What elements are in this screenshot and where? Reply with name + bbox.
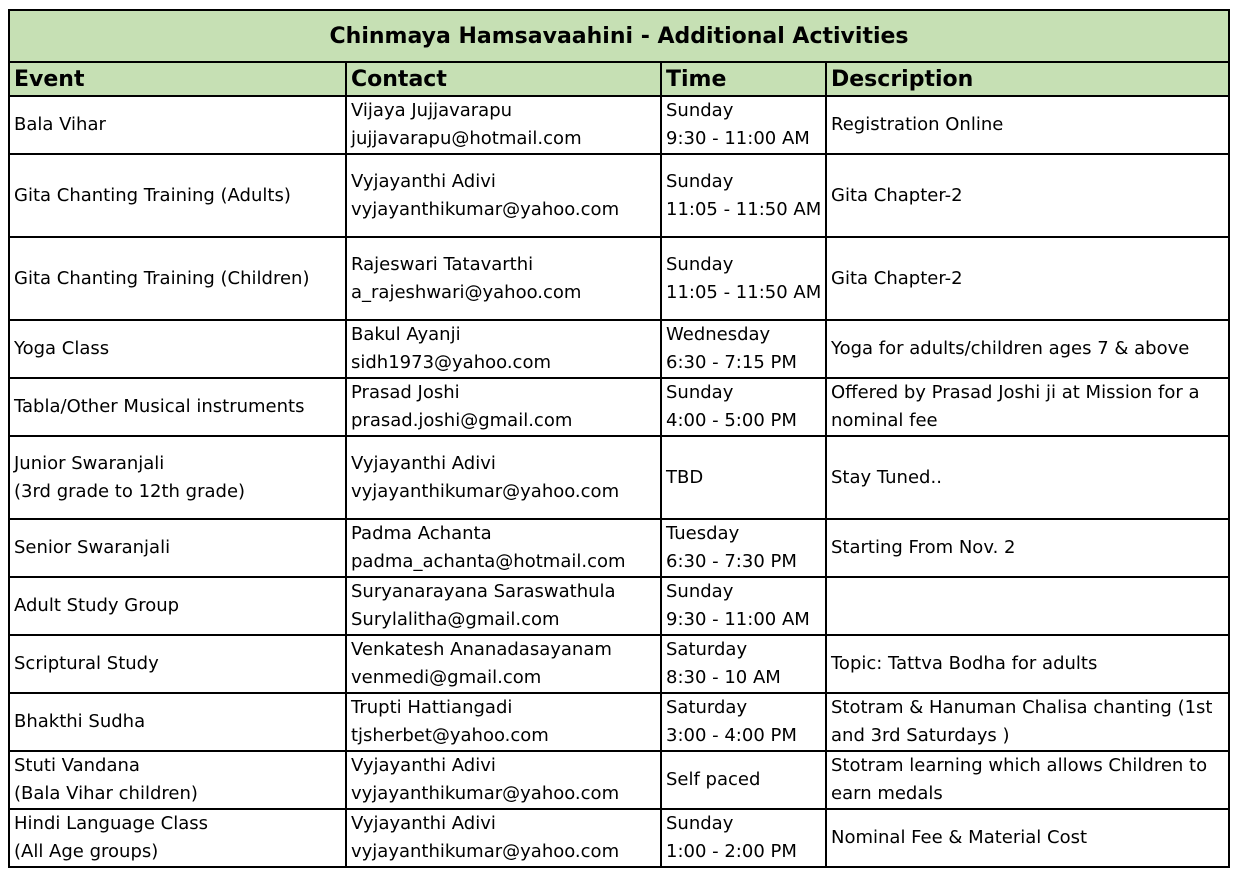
contact-cell-line: vyjayanthikumar@yahoo.com <box>351 841 620 862</box>
description-cell <box>826 378 1229 436</box>
contact-cell-line: Bakul Ayanji <box>351 324 461 345</box>
description-text: Topic: Tattva Bodha for adults <box>831 653 1098 674</box>
time-cell <box>661 96 826 154</box>
description-cell <box>826 693 1229 751</box>
contact-cell-line: Rajeswari Tatavarthi <box>351 253 534 275</box>
event-cell <box>9 378 346 436</box>
event-cell <box>9 693 346 751</box>
description-text: Gita Chapter-2 <box>831 267 963 289</box>
column-header-time: Time <box>661 62 826 96</box>
time-cell-line: 11:05 - 11:50 AM <box>666 281 822 303</box>
event-cell-line: Junior Swaranjali <box>14 452 165 474</box>
time-cell-line: 9:30 - 11:00 AM <box>666 128 810 149</box>
description-cell <box>826 751 1229 809</box>
time-cell-line: Tuesday <box>666 523 740 544</box>
event-cell-line: Senior Swaranjali <box>14 537 171 558</box>
time-cell-line: 6:30 - 7:30 PM <box>666 551 797 572</box>
contact-cell-line: sidh1973@yahoo.com <box>351 352 551 373</box>
time-cell-line: Sunday <box>666 253 734 275</box>
event-cell <box>9 519 346 577</box>
event-cell-line: Yoga Class <box>14 338 110 359</box>
table-row <box>9 809 1229 867</box>
event-cell <box>9 237 346 320</box>
description-cell <box>826 320 1229 378</box>
contact-cell <box>346 378 661 436</box>
title-row <box>9 10 1229 62</box>
column-header-contact: Contact <box>346 62 661 96</box>
table-row <box>9 751 1229 809</box>
description-cell <box>826 154 1229 237</box>
column-header-event: Event <box>9 62 346 96</box>
event-cell-line: Hindi Language Class <box>14 813 209 834</box>
event-cell-line: Tabla/Other Musical instruments <box>14 396 305 417</box>
time-cell <box>661 378 826 436</box>
event-cell <box>9 751 346 809</box>
time-cell-line: Sunday <box>666 813 734 834</box>
event-cell <box>9 635 346 693</box>
contact-cell-line: padma_achanta@hotmail.com <box>351 551 626 572</box>
time-cell <box>661 809 826 867</box>
contact-cell <box>346 237 661 320</box>
table-row <box>9 154 1229 237</box>
table-row <box>9 320 1229 378</box>
event-cell-line: (Bala Vihar children) <box>14 783 198 804</box>
time-cell <box>661 693 826 751</box>
time-cell <box>661 154 826 237</box>
time-cell <box>661 751 826 809</box>
table-row <box>9 436 1229 519</box>
contact-cell-line: Vyjayanthi Adivi <box>351 813 496 834</box>
contact-cell <box>346 320 661 378</box>
contact-cell <box>346 635 661 693</box>
description-text: Stay Tuned.. <box>831 466 942 488</box>
contact-cell <box>346 519 661 577</box>
event-cell-line: (All Age groups) <box>14 841 159 862</box>
description-text: Stotram & Hanuman Chalisa chanting (1st and 3rd Saturdays ) <box>831 697 1213 746</box>
table-row <box>9 237 1229 320</box>
time-cell-line: Sunday <box>666 581 734 602</box>
table-row <box>9 519 1229 577</box>
event-cell-line: Gita Chanting Training (Adults) <box>14 184 291 206</box>
description-cell <box>826 809 1229 867</box>
event-cell <box>9 577 346 635</box>
event-cell <box>9 96 346 154</box>
contact-cell-line: jujjavarapu@hotmail.com <box>351 128 582 149</box>
time-cell <box>661 577 826 635</box>
contact-cell <box>346 809 661 867</box>
time-cell-line: 3:00 - 4:00 PM <box>666 725 797 746</box>
contact-cell-line: Vyjayanthi Adivi <box>351 170 496 192</box>
contact-cell-line: Venkatesh Ananadasayanam <box>351 639 612 660</box>
contact-cell <box>346 751 661 809</box>
description-text: Nominal Fee & Material Cost <box>831 827 1088 848</box>
description-cell <box>826 436 1229 519</box>
time-cell <box>661 320 826 378</box>
time-cell-line: TBD <box>666 466 704 488</box>
table-row <box>9 96 1229 154</box>
description-text: Offered by Prasad Joshi ji at Mission for a nominal fee <box>831 382 1200 431</box>
description-text: Stotram learning which allows Children to earn medals <box>831 755 1208 804</box>
time-cell-line: 8:30 - 10 AM <box>666 667 781 688</box>
time-cell-line: Saturday <box>666 697 748 718</box>
time-cell-line: 11:05 - 11:50 AM <box>666 198 822 220</box>
contact-cell-line: Trupti Hattiangadi <box>351 697 513 718</box>
table-row <box>9 635 1229 693</box>
contact-cell <box>346 96 661 154</box>
contact-cell-line: Padma Achanta <box>351 523 492 544</box>
event-cell <box>9 154 346 237</box>
contact-cell-line: vyjayanthikumar@yahoo.com <box>351 198 620 220</box>
description-cell <box>826 237 1229 320</box>
time-cell-line: Self paced <box>666 769 761 790</box>
contact-cell-line: a_rajeshwari@yahoo.com <box>351 281 582 303</box>
description-cell <box>826 635 1229 693</box>
time-cell <box>661 519 826 577</box>
event-cell-line: Bala Vihar <box>14 114 106 135</box>
contact-cell-line: Suryanarayana Saraswathula <box>351 581 616 602</box>
event-cell-line: Scriptural Study <box>14 653 159 674</box>
activities-table <box>8 9 1230 868</box>
activities-sheet <box>8 9 1228 868</box>
contact-cell-line: Surylalitha@gmail.com <box>351 609 560 630</box>
contact-cell-line: Prasad Joshi <box>351 382 460 403</box>
table-row <box>9 378 1229 436</box>
contact-cell-line: tjsherbet@yahoo.com <box>351 725 549 746</box>
event-cell <box>9 320 346 378</box>
description-text: Registration Online <box>831 114 1004 135</box>
event-cell-line: Gita Chanting Training (Children) <box>14 267 310 289</box>
event-cell-line: Bhakthi Sudha <box>14 711 146 732</box>
column-header-description: Description <box>826 62 1229 96</box>
description-cell <box>826 577 1229 635</box>
contact-cell-line: Vyjayanthi Adivi <box>351 452 496 474</box>
table-row <box>9 693 1229 751</box>
time-cell <box>661 436 826 519</box>
contact-cell-line: prasad.joshi@gmail.com <box>351 410 573 431</box>
header-row <box>9 62 1229 96</box>
table-title: Chinmaya Hamsavaahini - Additional Activities <box>9 10 1229 62</box>
time-cell <box>661 635 826 693</box>
contact-cell <box>346 693 661 751</box>
event-cell-line: Stuti Vandana <box>14 755 140 776</box>
table-row <box>9 577 1229 635</box>
contact-cell <box>346 436 661 519</box>
event-cell <box>9 436 346 519</box>
description-cell <box>826 519 1229 577</box>
time-cell-line: 9:30 - 11:00 AM <box>666 609 810 630</box>
time-cell <box>661 237 826 320</box>
time-cell-line: Sunday <box>666 100 734 121</box>
contact-cell <box>346 577 661 635</box>
contact-cell-line: vyjayanthikumar@yahoo.com <box>351 480 620 502</box>
table-body <box>9 96 1229 867</box>
contact-cell <box>346 154 661 237</box>
time-cell-line: Saturday <box>666 639 748 660</box>
description-cell <box>826 96 1229 154</box>
event-cell-line: Adult Study Group <box>14 595 180 616</box>
event-cell <box>9 809 346 867</box>
time-cell-line: Wednesday <box>666 324 771 345</box>
contact-cell-line: Vijaya Jujjavarapu <box>351 100 513 121</box>
description-text: Starting From Nov. 2 <box>831 537 1016 558</box>
contact-cell-line: vyjayanthikumar@yahoo.com <box>351 783 620 804</box>
time-cell-line: 1:00 - 2:00 PM <box>666 841 797 862</box>
contact-cell-line: venmedi@gmail.com <box>351 667 542 688</box>
description-text: Yoga for adults/children ages 7 & above <box>831 338 1190 359</box>
time-cell-line: Sunday <box>666 382 734 403</box>
time-cell-line: Sunday <box>666 170 734 192</box>
contact-cell-line: Vyjayanthi Adivi <box>351 755 496 776</box>
description-text: Gita Chapter-2 <box>831 184 963 206</box>
time-cell-line: 4:00 - 5:00 PM <box>666 410 797 431</box>
time-cell-line: 6:30 - 7:15 PM <box>666 352 797 373</box>
event-cell-line: (3rd grade to 12th grade) <box>14 480 246 502</box>
